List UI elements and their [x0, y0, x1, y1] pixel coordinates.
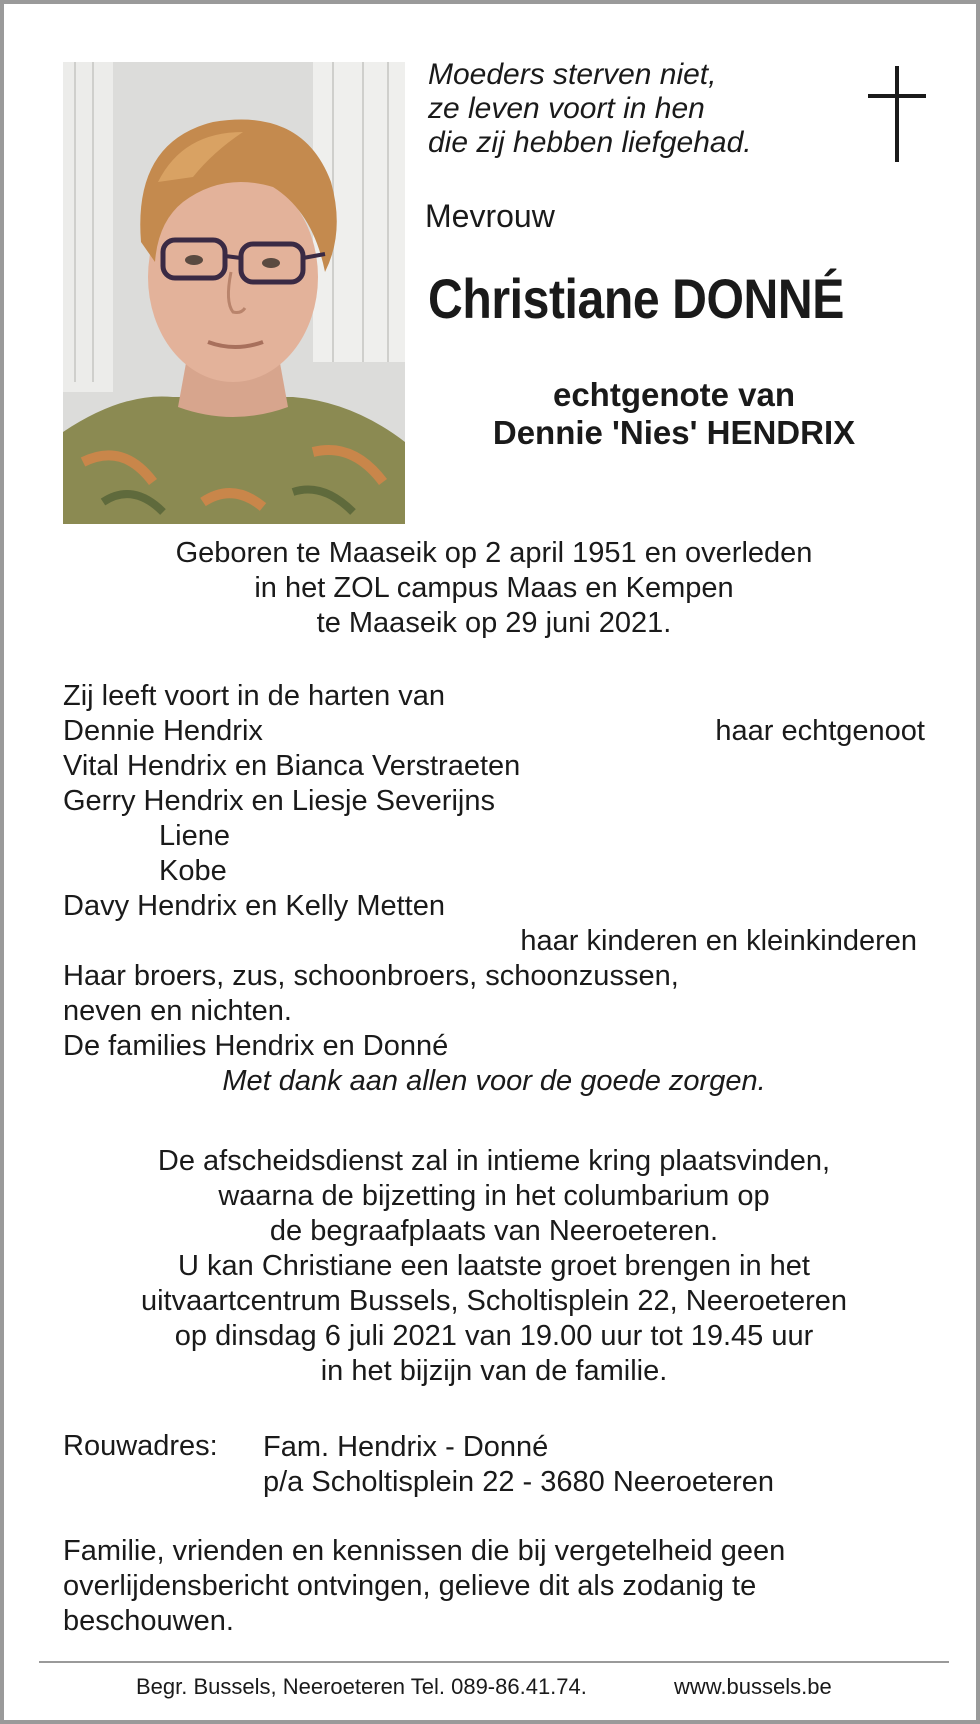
thanks-line: Met dank aan allen voor de goede zorgen.: [222, 1065, 766, 1097]
grandchild-line: Liene: [159, 820, 230, 852]
family-list: [63, 679, 933, 1099]
spouse-role: haar echtgenoot: [715, 715, 925, 747]
extended-line: Haar broers, zus, schoonbroers, schoonzussen,: [63, 960, 679, 992]
website-link[interactable]: www.bussels.be: [674, 1674, 832, 1699]
footer-divider: [39, 1661, 949, 1663]
service-line: in het bijzijn van de familie.: [320, 1355, 668, 1387]
family-intro: Zij leeft voort in de harten van: [63, 680, 446, 712]
notice-line: Familie, vrienden en kennissen die bij vergetelheid geen: [63, 1535, 786, 1567]
address-label: Rouwadres:: [63, 1430, 218, 1462]
birth-line: in het ZOL campus Maas en Kempen: [254, 572, 734, 604]
service-line: de begraafplaats van Neeroeteren.: [269, 1215, 719, 1247]
service-line: U kan Christiane een laatste groet brengen in het: [178, 1250, 810, 1282]
address-lines: [263, 1430, 774, 1500]
cross-icon: [868, 66, 926, 162]
children-role: haar kinderen en kleinkinderen: [520, 925, 917, 957]
address-line: Fam. Hendrix - Donné: [263, 1431, 549, 1463]
portrait-photo: [63, 62, 405, 524]
spouse-name: Dennie Hendrix: [63, 715, 263, 747]
honorific: Mevrouw: [425, 198, 555, 234]
spouse-block: [434, 376, 914, 452]
spouse-line: Dennie 'Nies' HENDRIX: [492, 414, 856, 451]
extended-line: neven en nichten.: [63, 995, 292, 1027]
child-line: Davy Hendrix en Kelly Metten: [63, 890, 445, 922]
service-line: uitvaartcentrum Bussels, Scholtisplein 22, Neeroeteren: [140, 1285, 848, 1317]
service-line: op dinsdag 6 juli 2021 van 19.00 uur tot 19.45 uur: [174, 1320, 814, 1352]
undertaker-info: Begr. Bussels, Neeroeteren Tel. 089-86.41.74.: [136, 1674, 587, 1699]
family-row-spouse: [63, 714, 933, 749]
child-line: Gerry Hendrix en Liesje Severijns: [63, 785, 495, 817]
notice-line: beschouwen.: [63, 1605, 234, 1637]
deceased-name: Christiane DONNÉ: [428, 267, 844, 330]
portrait-illustration: [63, 62, 405, 524]
service-line: De afscheidsdienst zal in intieme kring plaatsvinden,: [157, 1145, 831, 1177]
birth-death-block: [63, 536, 925, 641]
family-row-children-role: [63, 924, 933, 959]
spouse-line: echtgenote van: [552, 376, 796, 413]
address-line: p/a Scholtisplein 22 - 3680 Neeroeteren: [263, 1466, 775, 1498]
extended-line: De families Hendrix en Donné: [63, 1030, 449, 1062]
notice-block: [63, 1534, 933, 1639]
grandchild-line: Kobe: [159, 855, 227, 887]
child-line: Vital Hendrix en Bianca Verstraeten: [63, 750, 521, 782]
poem-line: die zij hebben liefgehad.: [428, 126, 752, 159]
service-line: waarna de bijzetting in het columbarium op: [218, 1180, 770, 1212]
poem-line: Moeders sterven niet,: [428, 58, 717, 91]
poem: [428, 58, 752, 160]
notice-line: overlijdensbericht ontvingen, gelieve dit als zodanig te: [63, 1570, 757, 1602]
poem-line: ze leven voort in hen: [428, 92, 705, 125]
birth-line: te Maaseik op 29 juni 2021.: [316, 607, 672, 639]
birth-line: Geboren te Maaseik op 2 april 1951 en overleden: [175, 537, 813, 569]
service-block: [63, 1144, 925, 1389]
